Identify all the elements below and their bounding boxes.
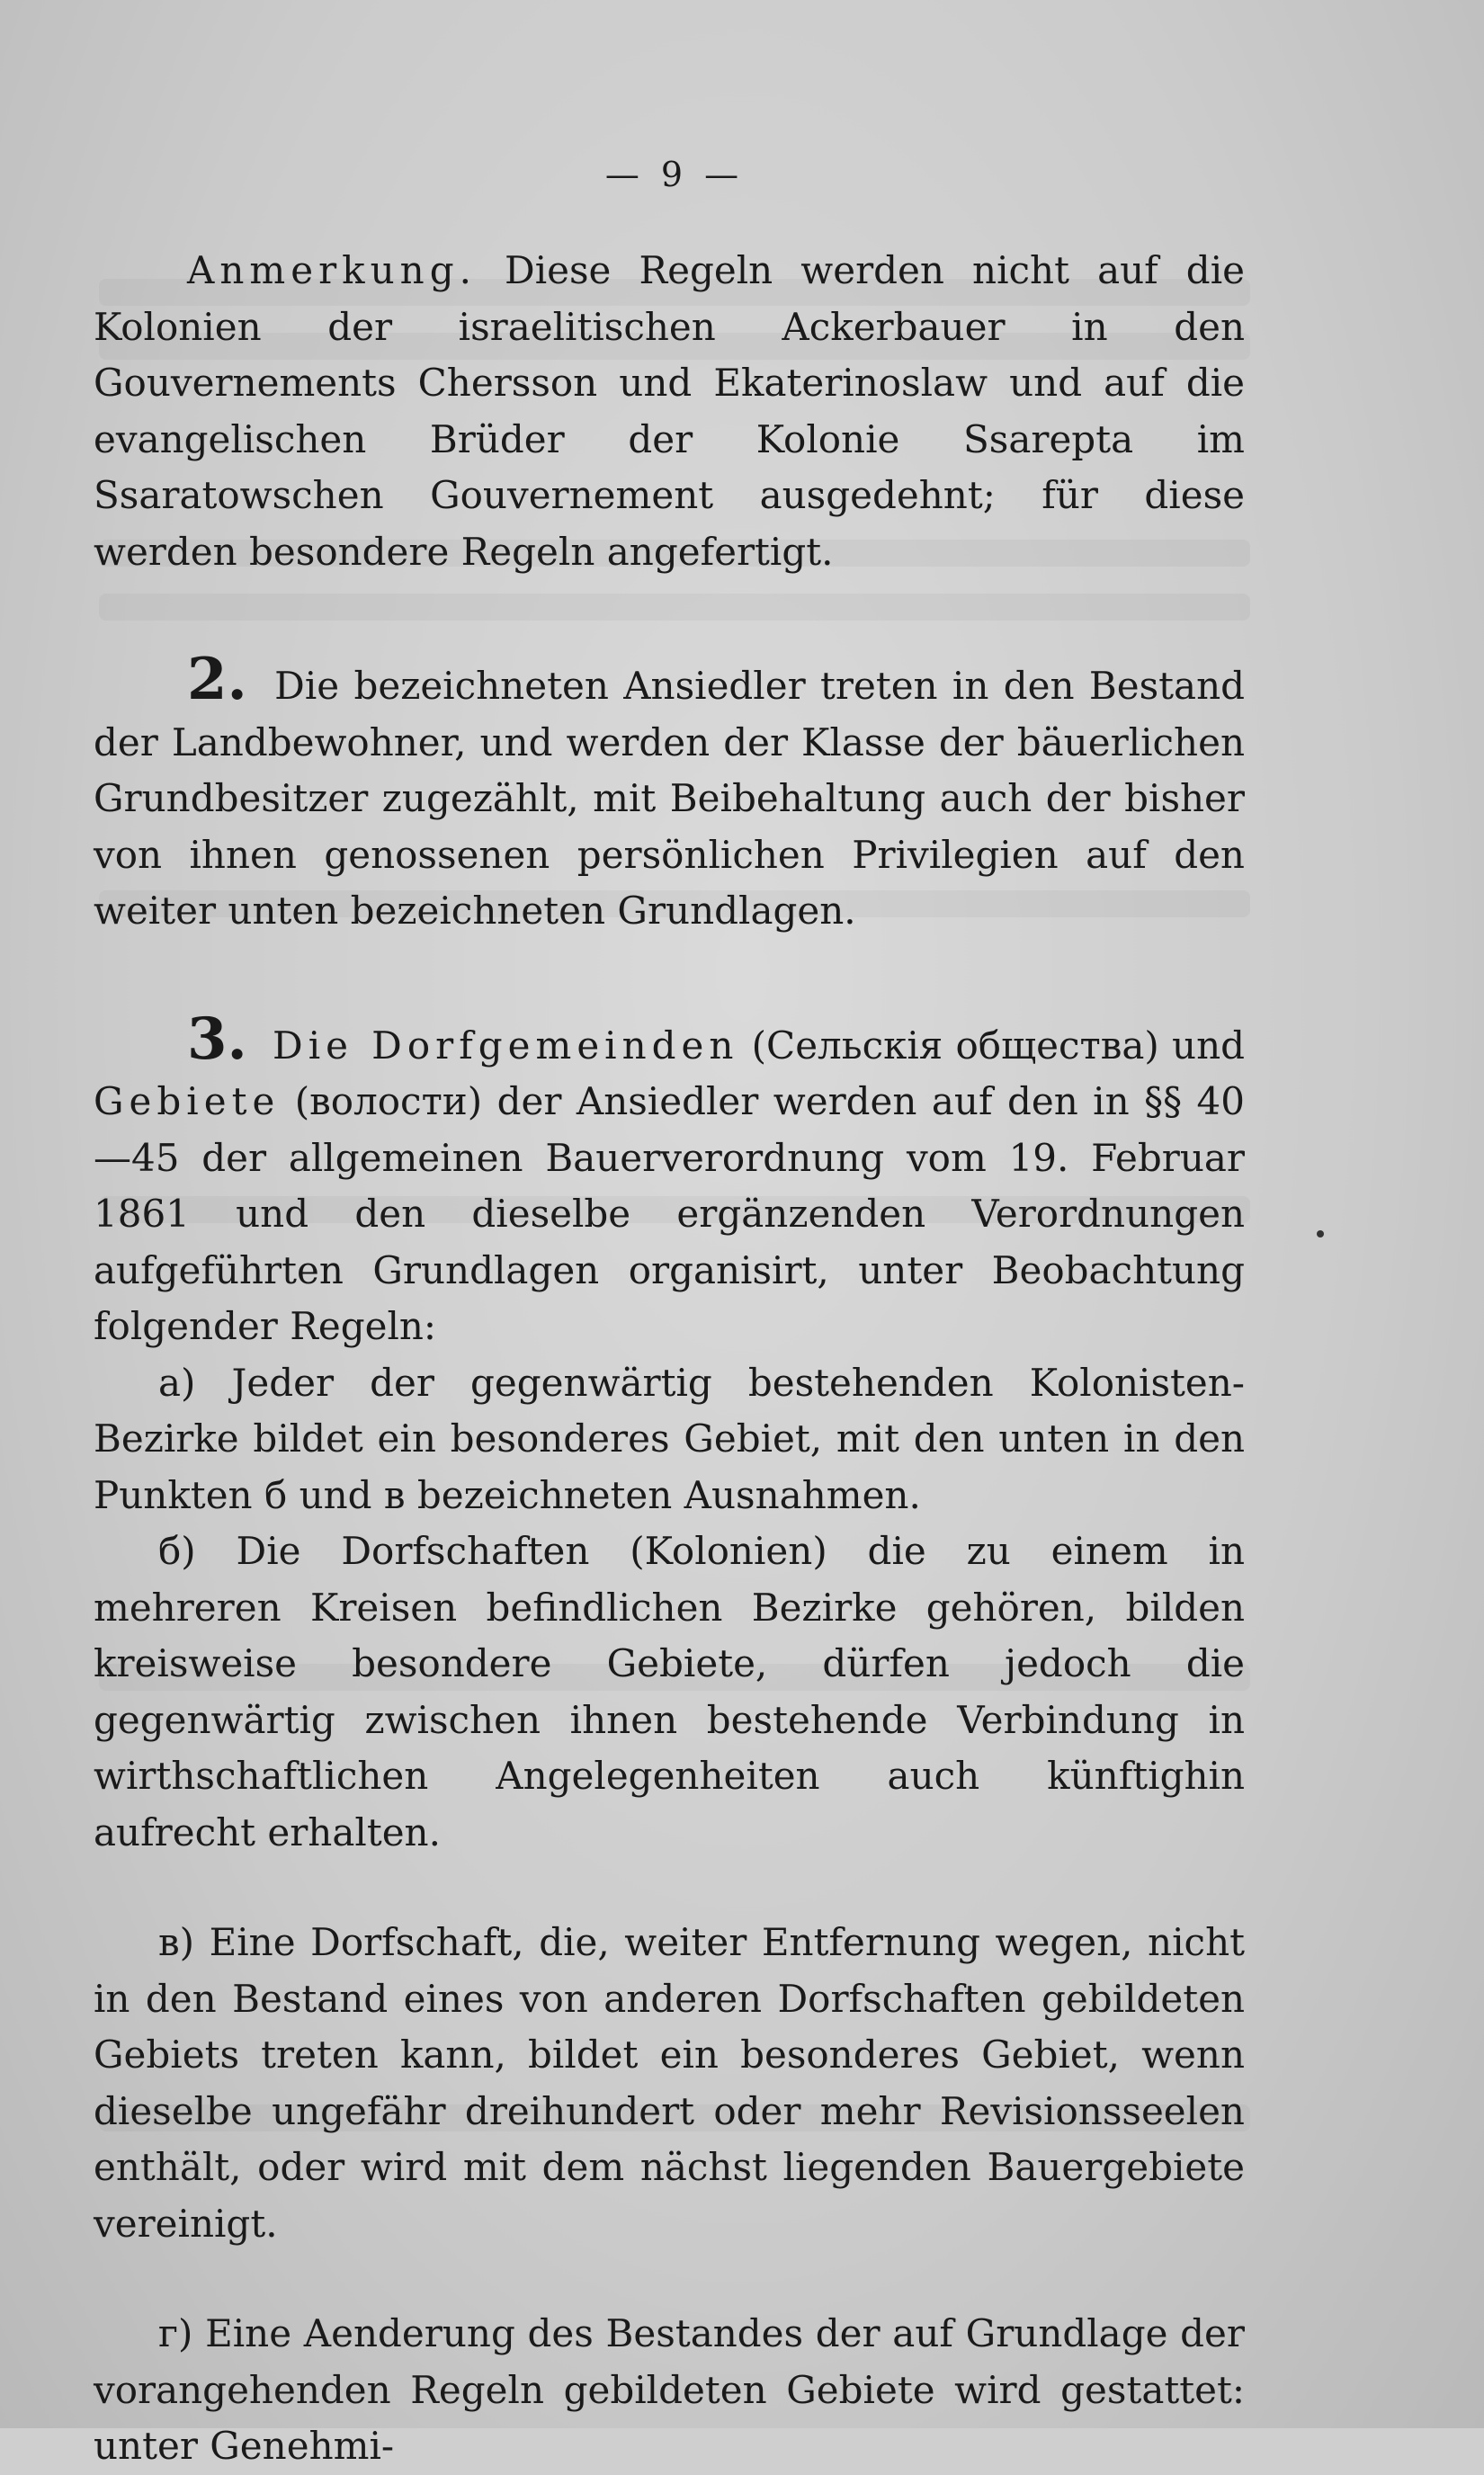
anmerkung-label: Anmerkung. [187,248,477,292]
section-3-label: Die Dorfgemeinden [273,1023,739,1068]
section-2-paragraph [94,646,1246,940]
section-3-russian-1: (Сельскія общества) [751,1023,1159,1068]
section-2-text: Die bezeichneten Ansiedler treten in den Bestand der Landbewohner, und werden der Klasse der bäuerlichen Grundbesitzer zugezählt, mit Beibehaltung auch der bisher von ihnen genossenen persönlichen Privilegien auf den weiter unten bezeichneten Grundlagen. [94,664,1246,933]
anmerkung-text: Diese Regeln werden nicht auf die Kolonien der israelitischen Ackerbauer in den Gouvernements Chersson und Ekaterinoslaw und auf die evangelischen Brüder der Kolonie Ssarepta im Ssaratowschen Gouvernement ausgedehnt; für diese werden besondere Regeln angefertigt. [94,248,1245,574]
anmerkung-paragraph [94,243,1245,580]
body-text [94,243,1245,2475]
section-2-number: 2. [187,646,247,713]
section-3-paragraph [94,1005,1246,1355]
section-3-russian-2: (волости) [294,1079,483,1123]
section-3-label-2: Gebiete [94,1079,281,1123]
point-g: г) Eine Aenderung des Bestandes der auf Grundlage der vorangehenden Regeln gebildeten Gebiete wird gestattet: unter Genehmi- [94,2311,1245,2468]
section-3-und: und [1172,1023,1246,1068]
point-v: в) Eine Dorfschaft, die, weiter Entfernung wegen, nicht in den Bestand eines von anderen Dorfschaften gebildeten Gebiets treten kann, bildet ein besonderes Gebiet, wenn dieselbe ungefähr dreihundert oder mehr Revisionsseelen enthält, oder wird mit dem nächst liegenden Bauergebiete vereinigt. [94,1920,1245,2246]
section-3-number: 3. [187,1005,247,1073]
ink-spot [1317,1230,1324,1238]
point-a: а) Jeder der gegenwärtig bestehenden Kolonisten-Bezirke bildet ein besonderes Gebiet, mit den unten in den Punkten б und в bezeichneten Ausnahmen. [94,1360,1245,1517]
section-3-text: der Ansiedler werden auf den in §§ 40—45 der allgemeinen Bauerverordnung vom 19. Februar 1861 und den dieselbe ergänzenden Verordnungen aufgeführten Grundlagen organisirt, unter Beobachtung folgender Regeln: [94,1079,1245,1348]
point-b: б) Die Dorfschaften (Kolonien) die zu einem in mehreren Kreisen befindlichen Bezirke gehören, bilden kreisweise besondere Gebiete, dürfen jedoch die gegenwärtig zwischen ihnen bestehende Verbindung in wirthschaftlichen Angelegenheiten auch künftighin aufrecht erhalten. [94,1529,1245,1854]
page-number: — 9 — [604,155,745,194]
